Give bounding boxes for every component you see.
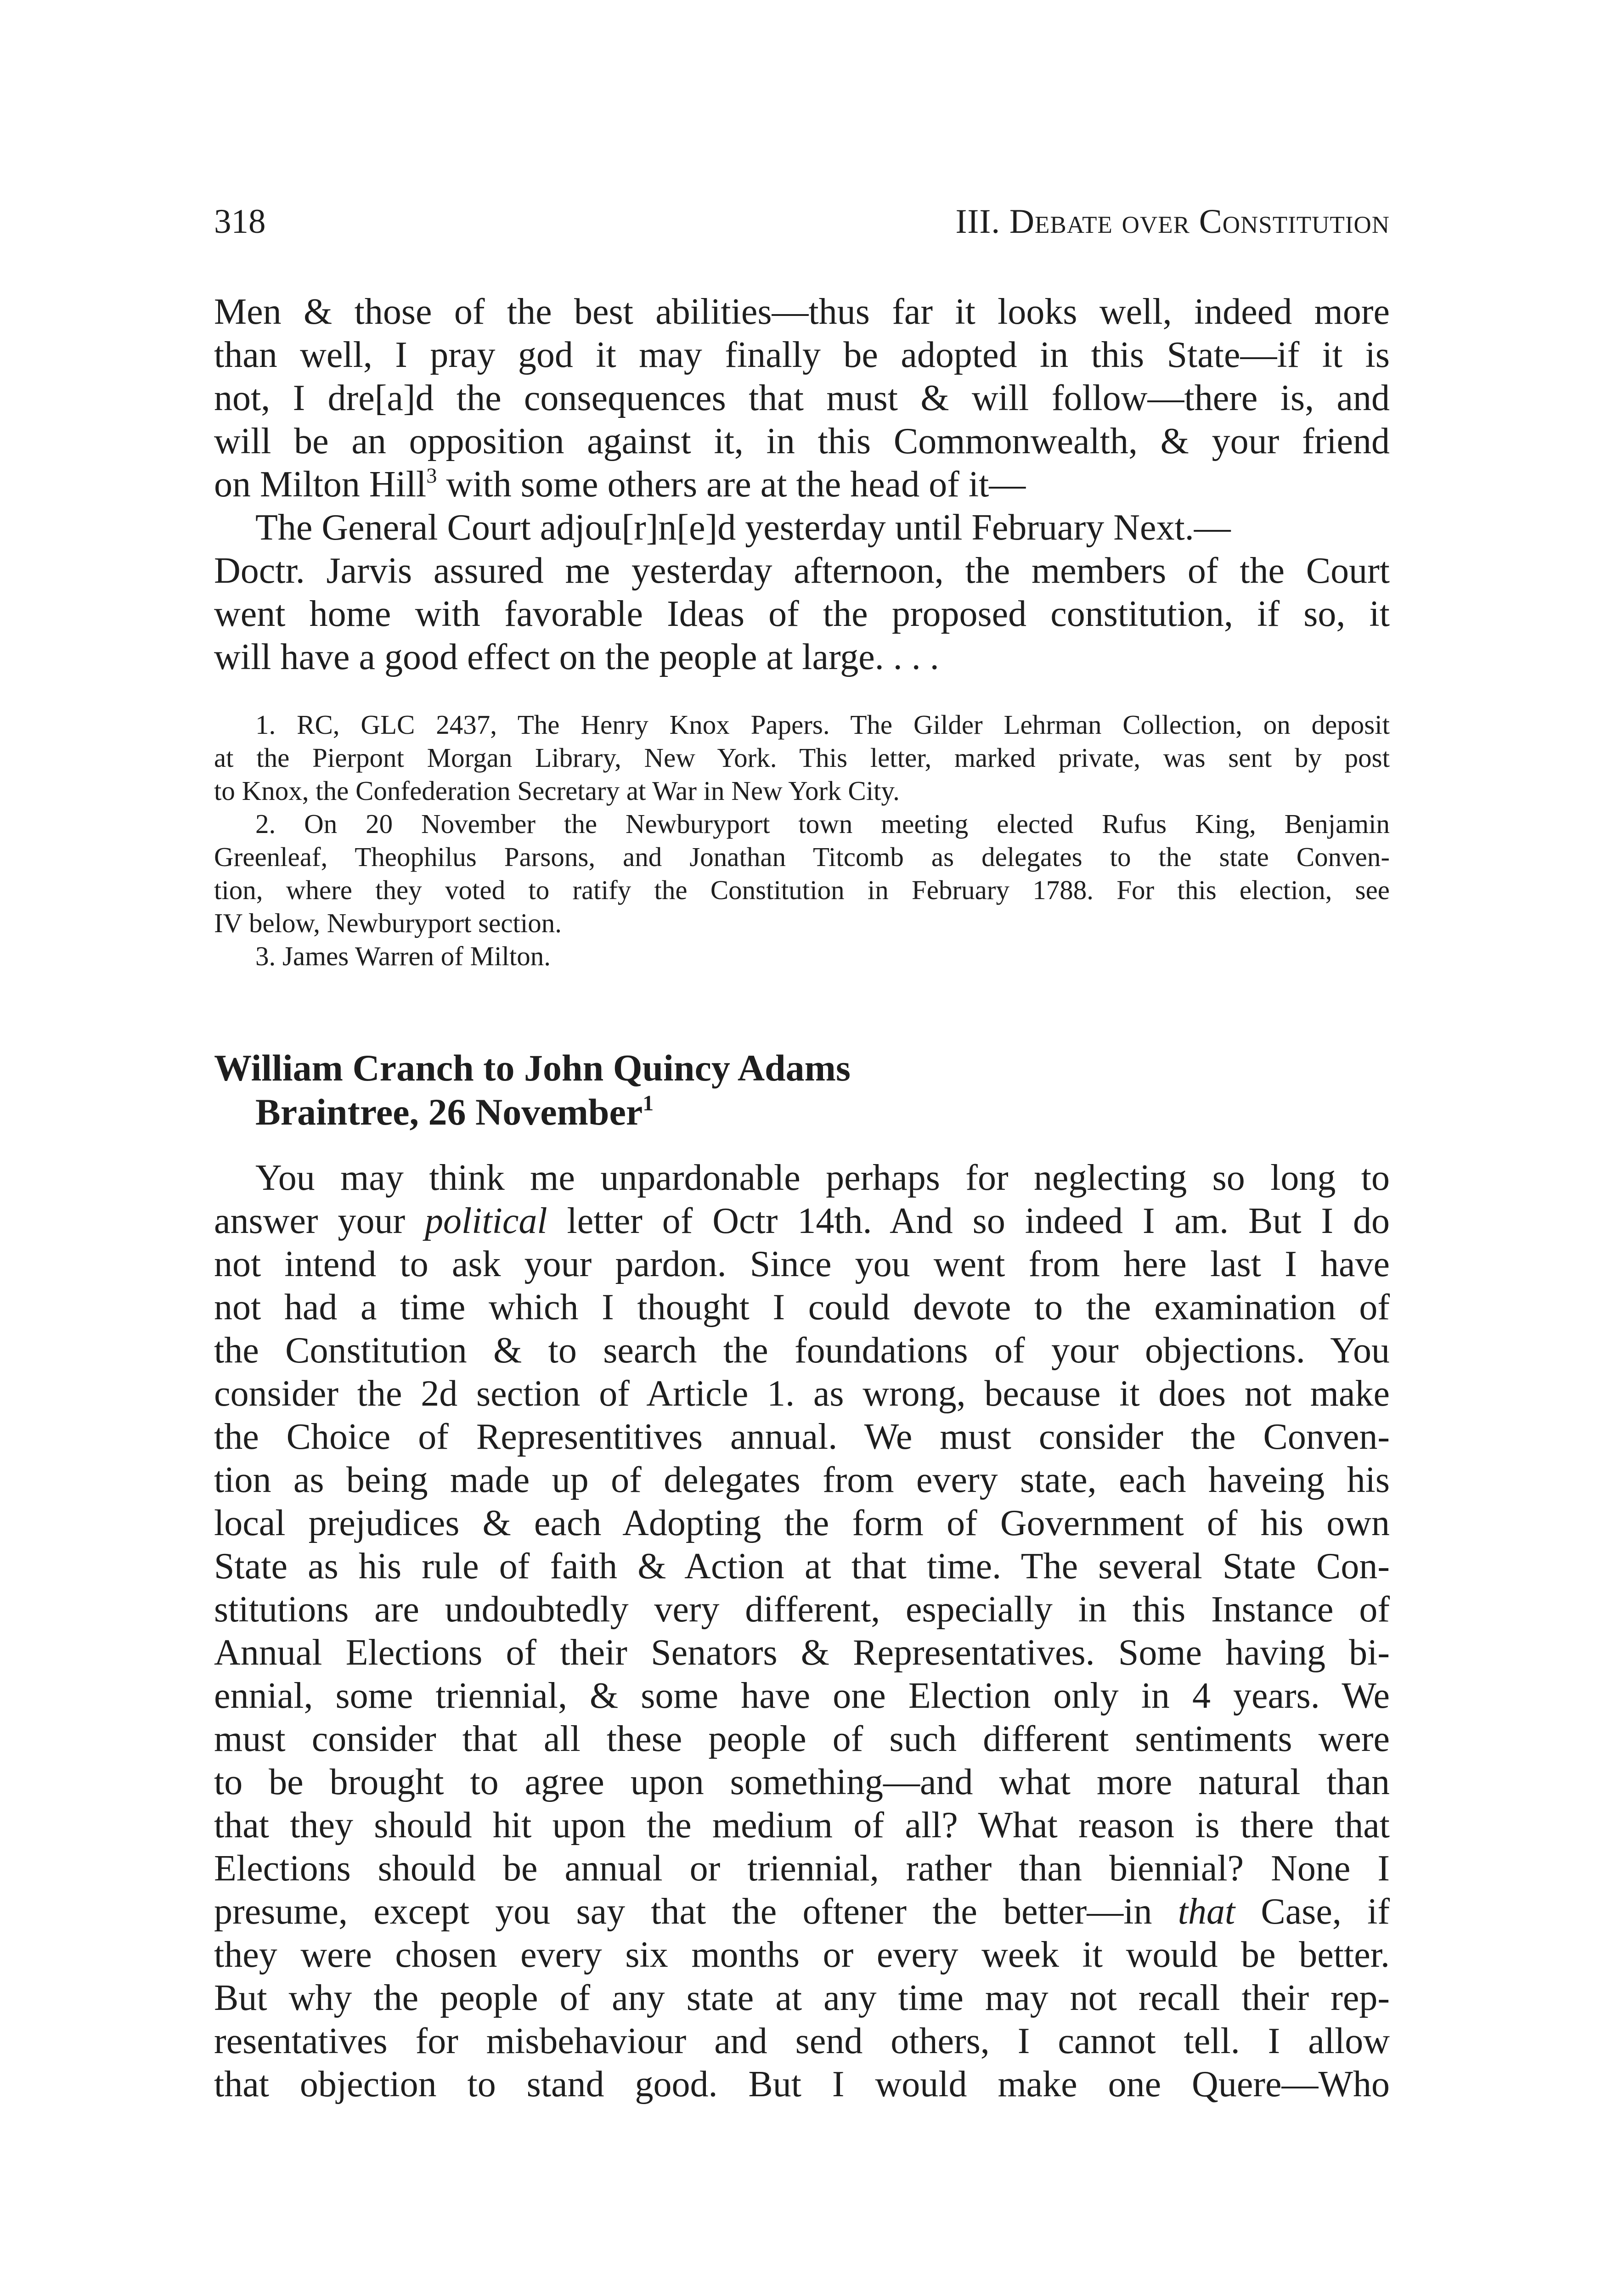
text-line: than well, I pray god it may finally be adopted in this State—if it is [214,335,1390,375]
text-line: the Constitution & to search the foundations of your objections. You [214,1330,1390,1371]
text-line: not had a time which I thought I could devote to the examination of [214,1287,1390,1328]
emphasis: that [1178,1891,1235,1932]
note-line: 3. James Warren of Milton. [255,941,551,971]
text-line: must consider that all these people of such different sentiments were [214,1719,1390,1759]
text-line: But why the people of any state at any time may not recall their rep- [214,1978,1390,2018]
text-line: to be brought to agree upon something—and what more natural than [214,1762,1390,1802]
text-line: that objection to stand good. But I would make one Quere—Who [214,2064,1390,2105]
note-line: Greenleaf, Theophilus Parsons, and Jonathan Titcomb as delegates to the state Conven- [214,842,1390,872]
text-line: Annual Elections of their Senators & Representatives. Some having bi- [214,1632,1390,1673]
text-line: ennial, some triennial, & some have one Election only in 4 years. We [214,1676,1390,1716]
text-line: the Choice of Representitives annual. We must consider the Conven- [214,1417,1390,1457]
text-line: Doctr. Jarvis assured me yesterday afternoon, the members of the Court [214,551,1390,591]
text-line: local prejudices & each Adopting the form of Government of his own [214,1503,1390,1543]
letter-continuation-paragraph [214,290,1390,506]
text-line: that they should hit upon the medium of all? What reason is there that [214,1805,1390,1846]
text-line: on Milton Hill$^3$ with some others are at the head of it— [214,464,1026,505]
text-line: not intend to ask your pardon. Since you went from here last I have [214,1244,1390,1284]
note-line: to Knox, the Confederation Secretary at War in New York City. [214,776,900,806]
document-title: William Cranch to John Quincy Adams [214,1047,851,1089]
note-line: IV below, Newburyport section. [214,908,562,938]
running-title: III. Debate over Constitution [955,203,1390,241]
text-line: stitutions are undoubtedly very different, especially in this Instance of [214,1589,1390,1630]
running-header [214,201,1390,242]
text-line: resentatives for misbehaviour and send others, I cannot tell. I allow [214,2021,1390,2061]
note-reference: 1 [643,1092,654,1116]
text-line: went home with favorable Ideas of the proposed constitution, if so, it [214,594,1390,634]
letter-body [214,1156,1390,2106]
text-line: answer your political letter of Octr 14th. And so indeed I am. But I do [214,1201,1390,1241]
document-place-date: Braintree, 26 November$^1$ [255,1091,654,1133]
text-line: tion as being made up of delegates from every state, each haveing his [214,1460,1390,1500]
note-line: tion, where they voted to ratify the Constitution in February 1788. For this election, see [214,875,1390,905]
note-reference: 3 [426,464,437,488]
text-line: not, I dre[a]d the consequences that must & will follow—there is, and [214,378,1390,418]
text-line: State as his rule of faith & Action at that time. The several State Con- [214,1546,1390,1587]
text-line: Men & those of the best abilities—thus far it looks well, indeed more [214,292,1390,332]
note-line: at the Pierpont Morgan Library, New York. This letter, marked private, was sent by post [214,743,1390,773]
endnotes [214,708,1390,973]
text-line: presume, except you say that the oftener the better—in that Case, if [214,1891,1390,1932]
document-heading [214,1046,1390,1134]
text-line: The General Court adjou[r]n[e]d yesterday until February Next.— [255,507,1231,548]
text-line: will be an opposition against it, in this Commonwealth, & your friend [214,421,1390,461]
text-line: consider the 2d section of Article 1. as wrong, because it does not make [214,1373,1390,1414]
emphasis: political [424,1201,547,1241]
page-number: 318 [214,203,266,241]
text-line: they were chosen every six months or every week it would be better. [214,1935,1390,1975]
note-line: 2. On 20 November the Newburyport town meeting elected Rufus King, Benjamin [255,809,1390,839]
text-line: You may think me unpardonable perhaps for neglecting so long to [255,1158,1390,1198]
text-line: Elections should be annual or triennial, rather than biennial? None I [214,1848,1390,1889]
text-line: will have a good effect on the people at large. . . . [214,637,939,677]
general-court-paragraph [214,506,1390,679]
note-line: 1. RC, GLC 2437, The Henry Knox Papers. The Gilder Lehrman Collection, on deposit [255,709,1390,740]
